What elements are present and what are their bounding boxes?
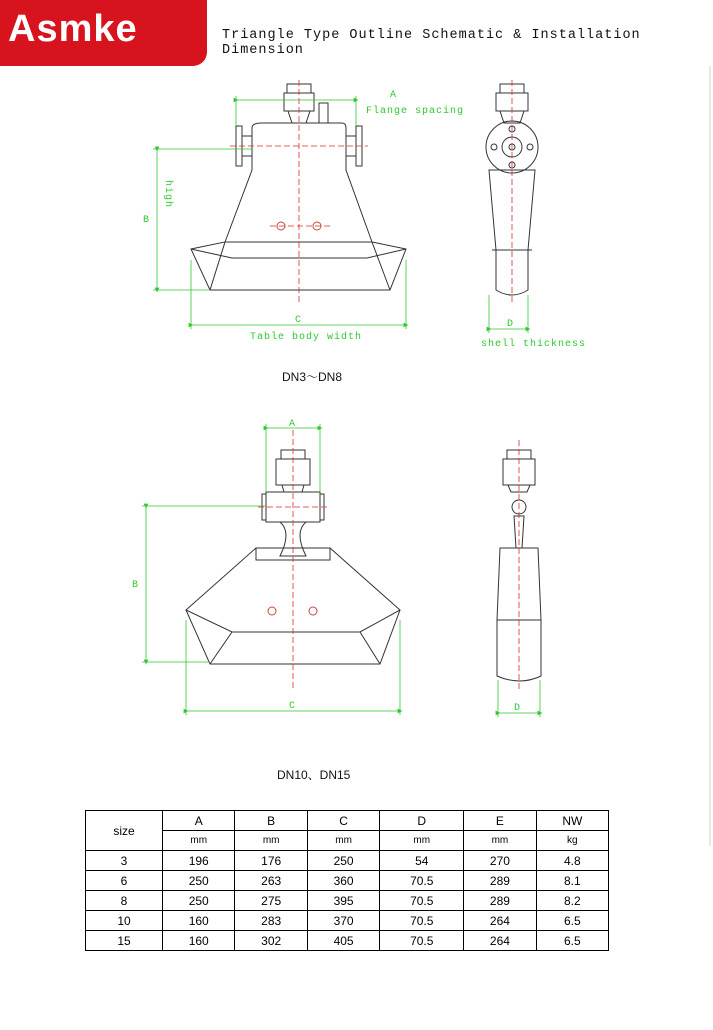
dim-d-label: D xyxy=(507,319,515,330)
cell: 250 xyxy=(163,871,235,891)
col-header-d: D xyxy=(380,811,464,831)
cell: 405 xyxy=(307,931,379,951)
unit-a: mm xyxy=(163,831,235,851)
unit-e: mm xyxy=(464,831,536,851)
cell: 302 xyxy=(235,931,307,951)
table-row xyxy=(86,871,609,891)
dimension-table xyxy=(85,810,609,951)
table-row xyxy=(86,931,609,951)
dim-b-label: B xyxy=(143,215,151,226)
cell: 70.5 xyxy=(380,931,464,951)
diagram2-dimensions xyxy=(142,424,400,715)
cell: 160 xyxy=(163,911,235,931)
dim2-b-label: B xyxy=(132,580,140,591)
dim-a-label: A xyxy=(390,90,398,101)
cell: 10 xyxy=(86,911,163,931)
shell-thickness-label: shell thickness xyxy=(481,339,587,350)
cell: 15 xyxy=(86,931,163,951)
cell: 250 xyxy=(307,851,379,871)
col-header-e: E xyxy=(464,811,536,831)
page-title: Triangle Type Outline Schematic & Installation Dimension xyxy=(222,28,641,58)
cell: 6 xyxy=(86,871,163,891)
cell: 250 xyxy=(163,891,235,911)
diagram1-caption: DN3～DN8 xyxy=(282,370,343,384)
cell: 275 xyxy=(235,891,307,911)
col-header-nw: NW xyxy=(536,811,608,831)
size-header: size xyxy=(86,811,163,851)
cell: 264 xyxy=(464,931,536,951)
cell: 54 xyxy=(380,851,464,871)
unit-d: mm xyxy=(380,831,464,851)
dim2-a-label: A xyxy=(289,419,297,430)
cell: 263 xyxy=(235,871,307,891)
cell: 8 xyxy=(86,891,163,911)
table-header-row xyxy=(86,811,609,831)
cell: 360 xyxy=(307,871,379,891)
dim2-d-label: D xyxy=(514,703,522,714)
table-unit-row xyxy=(86,831,609,851)
cell: 289 xyxy=(464,871,536,891)
cell: 6.5 xyxy=(536,931,608,951)
unit-nw: kg xyxy=(536,831,608,851)
diagram2-side-view xyxy=(497,450,541,681)
cell: 283 xyxy=(235,911,307,931)
cell: 70.5 xyxy=(380,911,464,931)
brand-logo: Asmke xyxy=(8,8,138,50)
table-row xyxy=(86,851,609,871)
dim-c-label: C xyxy=(295,315,303,326)
cell: 270 xyxy=(464,851,536,871)
unit-b: mm xyxy=(235,831,307,851)
diagram1-dimensions xyxy=(153,96,406,329)
flange-spacing-label: Flange spacing xyxy=(366,106,465,117)
cell: 6.5 xyxy=(536,911,608,931)
cell: 3 xyxy=(86,851,163,871)
diagram2-caption: DN10、DN15 xyxy=(277,768,351,782)
cell: 289 xyxy=(464,891,536,911)
cell: 370 xyxy=(307,911,379,931)
col-header-a: A xyxy=(163,811,235,831)
cell: 160 xyxy=(163,931,235,951)
high-label: high xyxy=(162,180,173,209)
col-header-b: B xyxy=(235,811,307,831)
table-row xyxy=(86,911,609,931)
cell: 176 xyxy=(235,851,307,871)
cell: 70.5 xyxy=(380,871,464,891)
unit-c: mm xyxy=(307,831,379,851)
table-body-width-label: Table body width xyxy=(250,332,363,343)
dim2-c-label: C xyxy=(289,701,297,712)
cell: 70.5 xyxy=(380,891,464,911)
cell: 196 xyxy=(163,851,235,871)
cell: 4.8 xyxy=(536,851,608,871)
diagram2-dimension-labels xyxy=(132,419,521,714)
table-row xyxy=(86,891,609,911)
diagram1-centerlines xyxy=(230,80,368,305)
col-header-c: C xyxy=(307,811,379,831)
cell: 8.1 xyxy=(536,871,608,891)
cell: 8.2 xyxy=(536,891,608,911)
cell: 264 xyxy=(464,911,536,931)
cell: 395 xyxy=(307,891,379,911)
